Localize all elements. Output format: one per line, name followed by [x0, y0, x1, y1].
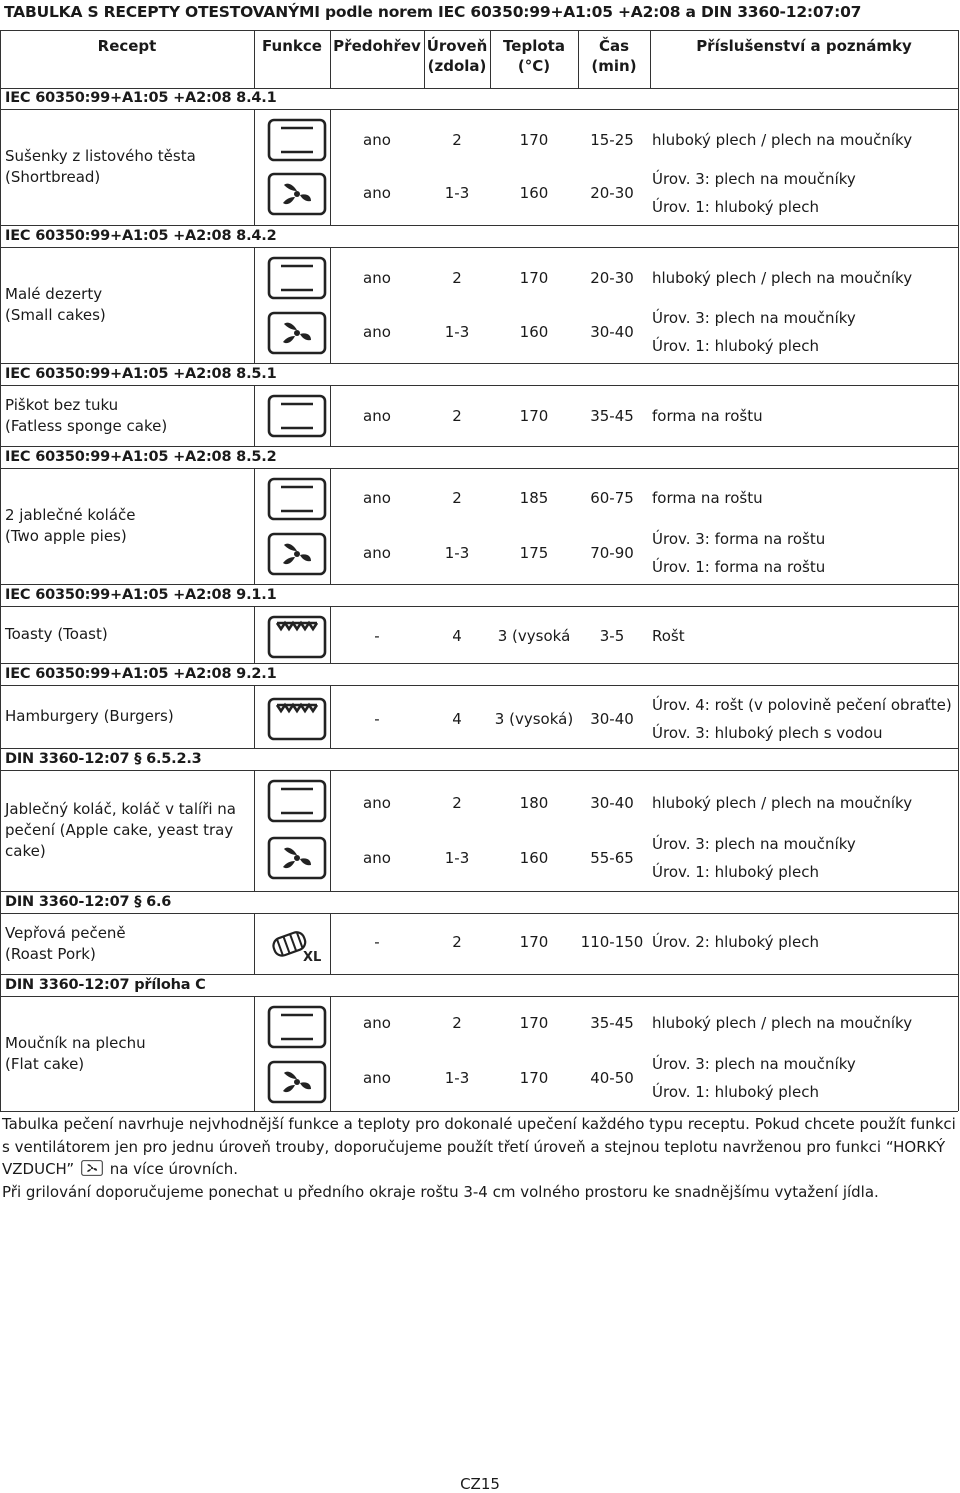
notes-value: Úrov. 3: forma na roštu: [652, 530, 826, 548]
fan-icon: [267, 1060, 327, 1104]
notes-value: hluboký plech / plech na moučníky: [652, 269, 913, 287]
header-preheat: Předohřev: [333, 37, 421, 55]
level-value: 1-3: [444, 849, 470, 867]
table-column-rule: [254, 996, 255, 1111]
header-time: Čas (min): [591, 37, 637, 75]
preheat-value: ano: [363, 407, 391, 425]
recipe-name-line: (Flat cake): [5, 1054, 85, 1073]
level-value: 2: [452, 269, 462, 287]
preheat-value: ano: [363, 323, 391, 341]
table-column-rule: [254, 109, 255, 225]
conventional-icon: [267, 256, 327, 300]
time-value: 35-45: [590, 1014, 634, 1032]
level-value: 1-3: [444, 323, 470, 341]
recipe-name-line: (Fatless sponge cake): [5, 416, 168, 435]
table-rule: [0, 891, 958, 892]
conventional-icon: [267, 477, 327, 521]
recipe-name-line: pečení (Apple cake, yeast tray: [5, 821, 234, 839]
notes-value: Úrov. 1: hluboký plech: [652, 1083, 819, 1101]
table-rule: [0, 225, 958, 226]
temperature-value: 170: [519, 131, 549, 149]
temperature-value: 170: [519, 933, 549, 951]
roast-xl-icon: [267, 921, 327, 965]
fan-icon: [267, 532, 327, 576]
time-value: 40-50: [590, 1069, 634, 1087]
grill-icon: [267, 615, 327, 659]
standard-heading: DIN 3360-12:07 příloha C: [5, 977, 206, 993]
time-value: 30-40: [590, 794, 634, 812]
temperature-value: 185: [519, 489, 549, 507]
temperature-value: 160: [519, 323, 549, 341]
preheat-value: ano: [363, 544, 391, 562]
conventional-icon: [267, 1005, 327, 1049]
time-value: 35-45: [590, 407, 634, 425]
table-column-rule: [330, 247, 331, 363]
time-value: 110-150: [580, 933, 644, 951]
preheat-value: -: [374, 627, 380, 645]
table-rule: [0, 88, 958, 89]
recipe-name-line: Vepřová pečeně: [5, 923, 126, 942]
table-rule: [0, 685, 958, 686]
table-rule: [0, 468, 958, 469]
table-column-rule: [330, 109, 331, 225]
level-value: 1-3: [444, 1069, 470, 1087]
notes-value: Úrov. 3: plech na moučníky: [652, 835, 856, 853]
table-rule: [0, 247, 958, 248]
table-rule: [0, 770, 958, 771]
table-rule: [0, 584, 958, 585]
standard-heading: IEC 60350:99+A1:05 +A2:08 9.2.1: [5, 666, 277, 682]
table-rule: [0, 446, 958, 447]
fan-icon: [267, 836, 327, 880]
recipe-table: [0, 30, 960, 1111]
notes-value: Úrov. 3: plech na moučníky: [652, 309, 856, 327]
preheat-value: ano: [363, 269, 391, 287]
header-notes: Příslušenství a poznámky: [696, 37, 912, 55]
standard-heading: IEC 60350:99+A1:05 +A2:08 8.5.2: [5, 449, 277, 465]
standard-heading: IEC 60350:99+A1:05 +A2:08 8.4.1: [5, 90, 277, 106]
conventional-icon: [267, 394, 327, 438]
level-value: 2: [452, 407, 462, 425]
preheat-value: ano: [363, 489, 391, 507]
notes-value: forma na roštu: [652, 407, 763, 425]
fan-icon: [267, 311, 327, 355]
preheat-value: ano: [363, 1069, 391, 1087]
level-value: 2: [452, 794, 462, 812]
recipe-name-line: (Roast Pork): [5, 944, 96, 963]
time-value: 30-40: [590, 710, 634, 728]
preheat-value: ano: [363, 794, 391, 812]
recipe-name: [5, 146, 196, 188]
header-recipe: Recept: [97, 37, 157, 55]
table-rule: [0, 974, 958, 975]
level-value: 1-3: [444, 184, 470, 202]
table-rule: [0, 606, 958, 607]
time-value: 60-75: [590, 489, 634, 507]
time-value: 30-40: [590, 323, 634, 341]
table-column-rule: [330, 913, 331, 974]
table-column-rule: [330, 770, 331, 891]
table-column-rule: [254, 468, 255, 584]
recipe-name: [5, 284, 106, 326]
footnote: [2, 1113, 958, 1203]
table-rule: [0, 363, 958, 364]
preheat-value: ano: [363, 1014, 391, 1032]
notes-value: hluboký plech / plech na moučníky: [652, 131, 913, 149]
notes-value: Úrov. 2: hluboký plech: [652, 933, 819, 951]
table-column-rule: [330, 385, 331, 446]
table-column-rule: [330, 606, 331, 663]
header-temperature: Teplota (°C): [503, 37, 565, 75]
recipe-name: [5, 706, 174, 727]
temperature-value: 160: [519, 184, 549, 202]
table-rule: [0, 109, 958, 110]
fan-icon: [267, 172, 327, 216]
table-rule: [0, 1111, 958, 1112]
temperature-value: 3 (vysoká: [497, 627, 571, 645]
recipe-name: [5, 505, 136, 547]
notes-value: Úrov. 3: hluboký plech s vodou: [652, 724, 883, 742]
time-value: 70-90: [590, 544, 634, 562]
temperature-value: 170: [519, 1014, 549, 1032]
recipe-name-line: Toasty (Toast): [5, 625, 108, 643]
temperature-value: 175: [519, 544, 549, 562]
time-value: 20-30: [590, 269, 634, 287]
preheat-value: ano: [363, 849, 391, 867]
temperature-value: 180: [519, 794, 549, 812]
recipe-name-line: Piškot bez tuku: [5, 395, 119, 414]
time-value: 15-25: [590, 131, 634, 149]
notes-value: Rošt: [652, 627, 685, 645]
table-rule: [0, 913, 958, 914]
footnote-paragraph: [2, 1113, 958, 1181]
footnote-text-end: na více úrovních.: [109, 1160, 239, 1178]
table-column-rule: [254, 685, 255, 748]
recipe-name: [5, 395, 167, 437]
notes-value: forma na roštu: [652, 489, 763, 507]
recipe-name-line: 2 jablečné koláče: [5, 506, 136, 524]
recipe-name-line: Moučník na plechu: [5, 1033, 146, 1052]
time-value: 3-5: [599, 627, 625, 645]
conventional-icon: [267, 779, 327, 823]
time-value: 55-65: [590, 849, 634, 867]
conventional-icon: [267, 118, 327, 162]
table-column-rule: [958, 30, 959, 1111]
table-column-rule: [330, 996, 331, 1111]
level-value: 4: [452, 627, 462, 645]
level-value: 2: [452, 933, 462, 951]
recipe-name-line: cake): [5, 842, 46, 860]
table-rule: [0, 385, 958, 386]
table-rule: [0, 996, 958, 997]
table-column-rule: [254, 385, 255, 446]
recipe-name: [5, 923, 126, 965]
recipe-name-line: (Shortbread): [5, 168, 101, 186]
table-column-rule: [254, 247, 255, 363]
footnote-grill-tip: Při grilování doporučujeme ponechat u předního okraje roštu 3-4 cm volného prostoru ke snadnějšímu vytažení jídla.: [2, 1182, 879, 1201]
table-column-rule: [330, 685, 331, 748]
table-rule: [0, 30, 958, 31]
table-column-rule: [254, 770, 255, 891]
recipe-name-line: Malé dezerty: [5, 285, 103, 303]
recipe-name-line: Hamburgery (Burgers): [5, 707, 174, 725]
preheat-value: -: [374, 933, 380, 951]
standard-heading: IEC 60350:99+A1:05 +A2:08 8.4.2: [5, 228, 277, 244]
notes-value: Úrov. 4: rošt (v polovině pečení obraťte): [652, 696, 952, 714]
notes-value: Úrov. 3: plech na moučníky: [652, 1055, 856, 1073]
recipe-name-line: Sušenky z listového těsta: [5, 147, 196, 165]
level-value: 1-3: [444, 544, 470, 562]
notes-value: Úrov. 3: plech na moučníky: [652, 170, 856, 188]
footnote-text: Tabulka pečení navrhuje nejvhodnější funkce a teploty pro dokonalé upečení každého typu receptu. Pokud chcete použít funkci s ventilátorem jen pro jednu úroveň trouby, doporučujeme použít třetí úroveň a stejnou teplotu navrženou pro funkci “HORKÝ VZDUCH”: [2, 1115, 956, 1178]
header-function: Funkce: [262, 37, 322, 55]
page-number: CZ15: [460, 1475, 500, 1493]
notes-value: Úrov. 1: hluboký plech: [652, 198, 819, 216]
table-column-rule: [254, 913, 255, 974]
standard-heading: IEC 60350:99+A1:05 +A2:08 9.1.1: [5, 587, 277, 603]
notes-value: hluboký plech / plech na moučníky: [652, 794, 913, 812]
notes-value: Úrov. 1: forma na roštu: [652, 558, 826, 576]
table-rule: [0, 748, 958, 749]
notes-value: Úrov. 1: hluboký plech: [652, 863, 819, 881]
level-value: 2: [452, 489, 462, 507]
recipe-name-line: (Small cakes): [5, 306, 106, 324]
recipe-name-line: (Two apple pies): [5, 527, 127, 545]
table-column-rule: [330, 468, 331, 584]
temperature-value: 3 (vysoká): [494, 710, 574, 728]
level-value: 2: [452, 131, 462, 149]
preheat-value: -: [374, 710, 380, 728]
level-value: 4: [452, 710, 462, 728]
page-title: TABULKA S RECEPTY OTESTOVANÝMI podle norem IEC 60350:99+A1:05 +A2:08 a DIN 3360-12:07:07: [4, 3, 862, 21]
time-value: 20-30: [590, 184, 634, 202]
svg-text:XL: XL: [303, 950, 322, 965]
standard-heading: DIN 3360-12:07 § 6.5.2.3: [5, 751, 202, 767]
standard-heading: IEC 60350:99+A1:05 +A2:08 8.5.1: [5, 366, 277, 382]
header-level: Úroveň (zdola): [426, 37, 488, 75]
fan-icon: [81, 1159, 103, 1177]
notes-value: hluboký plech / plech na moučníky: [652, 1014, 913, 1032]
table-column-rule: [0, 30, 1, 1111]
temperature-value: 170: [519, 269, 549, 287]
recipe-name-line: Jablečný koláč, koláč v talíři na: [5, 800, 236, 818]
standard-heading: DIN 3360-12:07 § 6.6: [5, 894, 172, 910]
grill-icon: [267, 697, 327, 741]
preheat-value: ano: [363, 131, 391, 149]
temperature-value: 170: [519, 1069, 549, 1087]
table-rule: [0, 663, 958, 664]
level-value: 2: [452, 1014, 462, 1032]
notes-value: Úrov. 1: hluboký plech: [652, 337, 819, 355]
preheat-value: ano: [363, 184, 391, 202]
recipe-name: [5, 1033, 146, 1075]
temperature-value: 170: [519, 407, 549, 425]
recipe-name: [5, 624, 108, 645]
temperature-value: 160: [519, 849, 549, 867]
recipe-name: [5, 799, 236, 862]
table-column-rule: [254, 606, 255, 663]
